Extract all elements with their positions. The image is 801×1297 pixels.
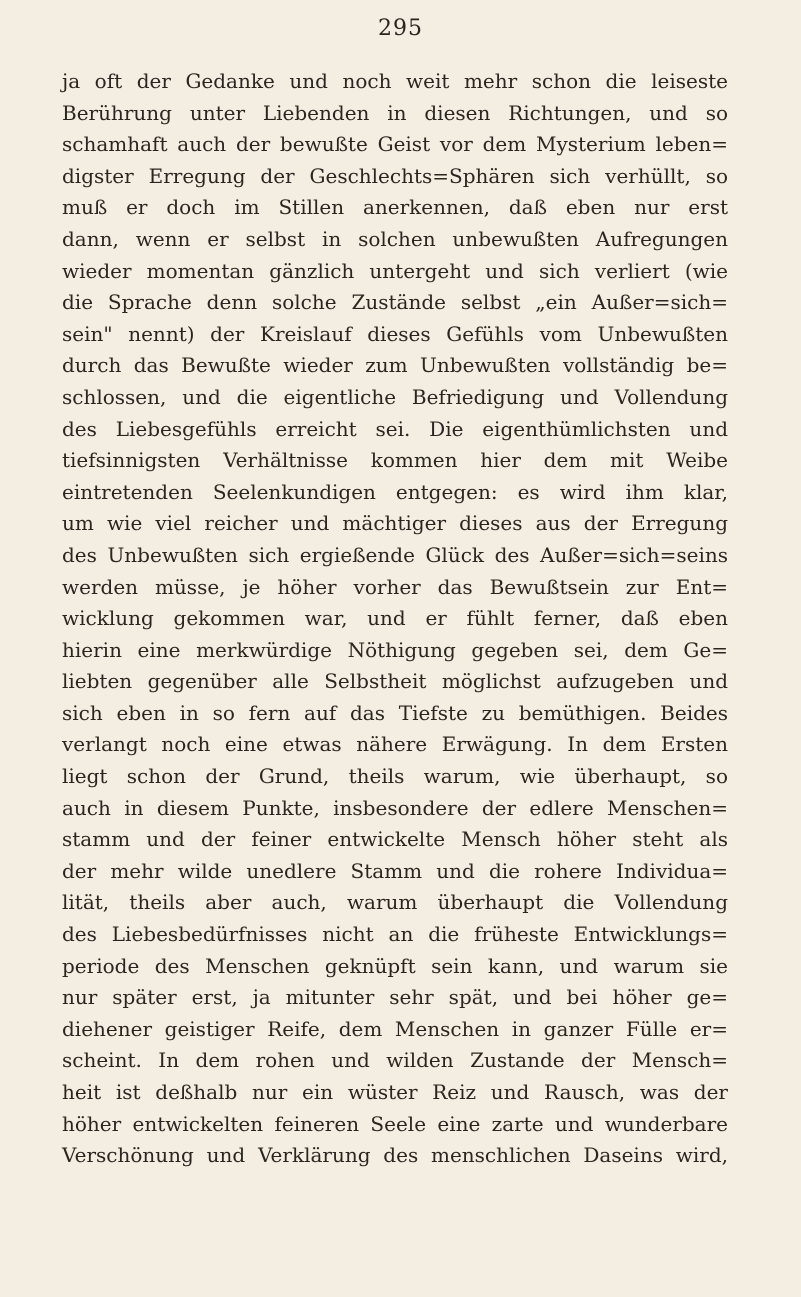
text-line: sein" nennt) der Kreislauf dieses Gefühls vom Unbewußten xyxy=(62,321,728,346)
text-line: sich eben in so fern auf das Tiefste zu bemüthigen. Beides xyxy=(62,700,728,725)
text-line: ja oft der Gedanke und noch weit mehr schon die leiseste xyxy=(62,69,728,93)
text-line: höher entwickelten feineren Seele eine zarte und wunderbare xyxy=(62,1111,728,1136)
page-number: 295 xyxy=(378,16,423,41)
text-line: eintretenden Seelenkundigen entgegen: es wird ihm klar, xyxy=(62,479,728,504)
text-line: nur später erst, ja mitunter sehr spät, und bei höher ge= xyxy=(62,985,728,1010)
text-line: diehener geistiger Reife, dem Menschen in ganzer Fülle er= xyxy=(62,1016,728,1041)
text-line: um wie viel reicher und mächtiger dieses aus der Erregung xyxy=(62,511,728,536)
text-line: hierin eine merkwürdige Nöthigung gegeben sei, dem Ge= xyxy=(62,637,728,662)
text-line: auch in diesem Punkte, insbesondere der edlere Menschen= xyxy=(62,795,728,820)
text-line: periode des Menschen geknüpft sein kann, und warum sie xyxy=(62,953,728,978)
text-line: lität, theils aber auch, warum überhaupt die Vollendung xyxy=(62,890,728,915)
text-line: liebten gegenüber alle Selbstheit möglichst aufzugeben und xyxy=(62,669,728,694)
text-line: wicklung gekommen war, und er fühlt ferner, daß eben xyxy=(62,606,728,631)
text-line: der mehr wilde unedlere Stamm und die rohere Individua= xyxy=(62,858,728,883)
text-line: des Liebesbedürfnisses nicht an die früheste Entwicklungs= xyxy=(62,922,728,947)
text-line: schlossen, und die eigentliche Befriedigung und Vollendung xyxy=(62,384,728,409)
text-line: tiefsinnigsten Verhältnisse kommen hier dem mit Weibe xyxy=(62,448,728,473)
text-line: scheint. In dem rohen und wilden Zustande der Mensch= xyxy=(62,1048,728,1073)
text-line: digster Erregung der Geschlechts=Sphären sich verhüllt, so xyxy=(62,163,728,188)
text-line: liegt schon der Grund, theils warum, wie überhaupt, so xyxy=(62,764,728,789)
text-line: schamhaft auch der bewußte Geist vor dem Mysterium leben= xyxy=(62,132,728,157)
text-line: Verschönung und Verklärung des menschlichen Daseins wird, xyxy=(62,1143,728,1168)
text-line: Berührung unter Liebenden in diesen Richtungen, und so xyxy=(62,100,728,125)
text-line: dann, wenn er selbst in solchen unbewußten Aufregungen xyxy=(62,226,728,251)
text-line: des Unbewußten sich ergießende Glück des Außer=sich=seins xyxy=(62,542,728,567)
text-line: die Sprache denn solche Zustände selbst „ein Außer=sich= xyxy=(62,290,728,315)
text-line: heit ist deßhalb nur ein wüster Reiz und Rausch, was der xyxy=(62,1080,728,1104)
text-line: werden müsse, je höher vorher das Bewußtsein zur Ent= xyxy=(62,574,728,599)
text-line: verlangt noch eine etwas nähere Erwägung. In dem Ersten xyxy=(62,732,728,757)
text-line: muß er doch im Stillen anerkennen, daß eben nur erst xyxy=(62,195,728,220)
text-line: stamm und der feiner entwickelte Mensch höher steht als xyxy=(62,827,728,852)
text-line: des Liebesgefühls erreicht sei. Die eigenthümlichsten und xyxy=(62,416,728,441)
text-line: durch das Bewußte wieder zum Unbewußten vollständig be= xyxy=(62,353,728,378)
body-text xyxy=(62,66,728,1172)
text-line: wieder momentan gänzlich untergeht und sich verliert (wie xyxy=(62,258,728,283)
